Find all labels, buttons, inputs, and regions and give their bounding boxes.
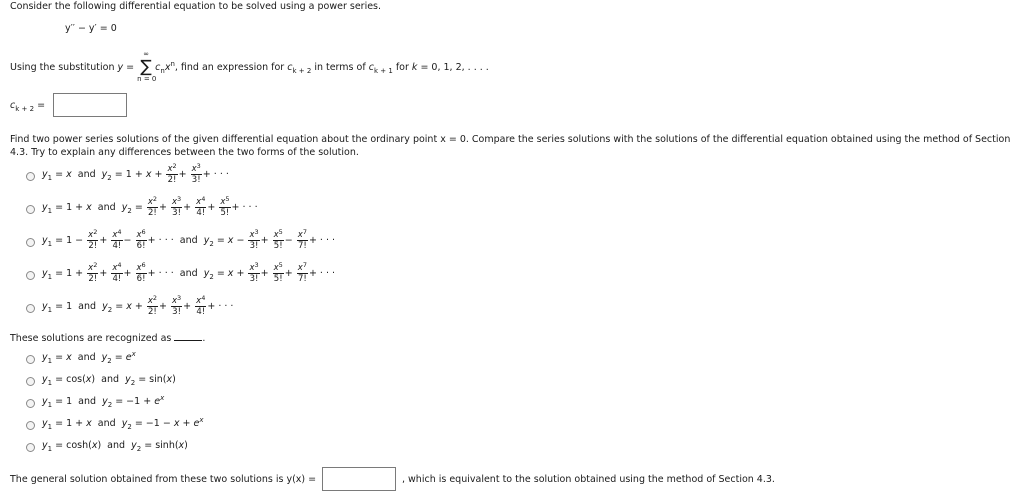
differential-equation: y′′ − y′ = 0 — [65, 23, 117, 34]
substitution-lhs: y = — [117, 62, 135, 73]
blank-underline — [174, 340, 202, 341]
recognized-option-1-radio[interactable] — [26, 355, 35, 364]
substitution-prefix: Using the substitution — [10, 62, 115, 73]
general-solution-prefix: The general solution obtained from these two solutions is y(x) = — [10, 474, 317, 485]
recognized-option-3-radio[interactable] — [26, 399, 35, 408]
recognized-option-2-radio[interactable] — [26, 377, 35, 386]
term-c: c — [155, 62, 161, 73]
find-text-2: 4.3. Try to explain any differences between the two forms of the solution. — [10, 147, 359, 158]
series-option-2-radio[interactable] — [26, 205, 35, 214]
find-text: Find two power series solutions of the given differential equation about the ordinary point x = 0. Compare the series solutions with the solutions of the differential equation obtained using the method of Section — [10, 134, 1011, 145]
series-option-1-radio[interactable] — [26, 172, 35, 181]
series-option-2[interactable]: $y_1 = 1 + x$ and $y_2$ = $\frac{x^2}{2!}$ + $\frac{x^3}{3!}$ + $\frac{x^4}{4!}$ + $\frac{x^5}{5!}$ + · · · — [42, 195, 258, 218]
sum-icon: ∞ ∑ n = 0 — [137, 50, 157, 83]
recognized-option-4[interactable]: $y_1 = 1 + x$ and $y_2 = -1 - x + e^x$ — [42, 416, 204, 431]
intro-text: Consider the following differential equation to be solved using a power series. — [10, 1, 382, 12]
series-option-4-radio[interactable] — [26, 271, 35, 280]
recognized-option-4-radio[interactable] — [26, 421, 35, 430]
recognized-option-2[interactable]: $y_1 = \cos(x)$ and $y_2 = \sin(x)$ — [42, 374, 176, 387]
series-option-1[interactable]: $y_1 = x$ and $y_2 = 1 + x$ + $\frac{x^2}{2!}$ + $\frac{x^3}{3!}$ + · · · — [42, 162, 229, 185]
recognized-option-5[interactable]: $y_1 = \cosh(x)$ and $y_2 = \sinh(x)$ — [42, 440, 188, 453]
series-option-5[interactable]: $y_1 = 1$ and $y_2 = x$ + $\frac{x^2}{2!}$ + $\frac{x^3}{3!}$ + $\frac{x^4}{4!}$ + · · · — [42, 294, 234, 317]
series-option-3[interactable]: $y_1 = 1$ − $\frac{x^2}{2!}$ + $\frac{x^4}{4!}$ − $\frac{x^6}{6!}$ + · · · and $y_2 = x$ − $\frac{x^3}{3!}$ + $\frac{x^5}{5!}$ − $\frac{x^7}{7!}$ + · · · — [42, 228, 336, 251]
general-solution-input[interactable] — [322, 467, 396, 491]
series-option-4[interactable]: $y_1 = 1$ + $\frac{x^2}{2!}$ + $\frac{x^4}{4!}$ + $\frac{x^6}{6!}$ + · · · and $y_2 = x$ + $\frac{x^3}{3!}$ + $\frac{x^5}{5!}$ + $\frac{x^7}{7!}$ + · · · — [42, 261, 336, 284]
series-option-3-radio[interactable] — [26, 238, 35, 247]
ck2-answer-input[interactable] — [53, 93, 127, 117]
recognized-option-3[interactable]: $y_1 = 1$ and $y_2 = -1 + e^x$ — [42, 394, 165, 409]
general-solution-suffix: , which is equivalent to the solution obtained using the method of Section 4.3. — [402, 474, 775, 485]
recognized-option-5-radio[interactable] — [26, 443, 35, 452]
ck2-label: $c_{k + 2}$ = — [10, 100, 46, 113]
recognized-text: These solutions are recognized as . — [10, 333, 206, 344]
recognized-option-1[interactable]: $y_1 = x$ and $y_2 = e^x$ — [42, 350, 136, 365]
substitution-line: Using the substitution y = ∞ ∑ n = 0 $c_nx^n$, find an expression for $c_{k + 2}$ in terms of $c_{k + 1}$ for k = 0, 1, 2, . . . . — [10, 50, 489, 83]
series-option-5-radio[interactable] — [26, 304, 35, 313]
